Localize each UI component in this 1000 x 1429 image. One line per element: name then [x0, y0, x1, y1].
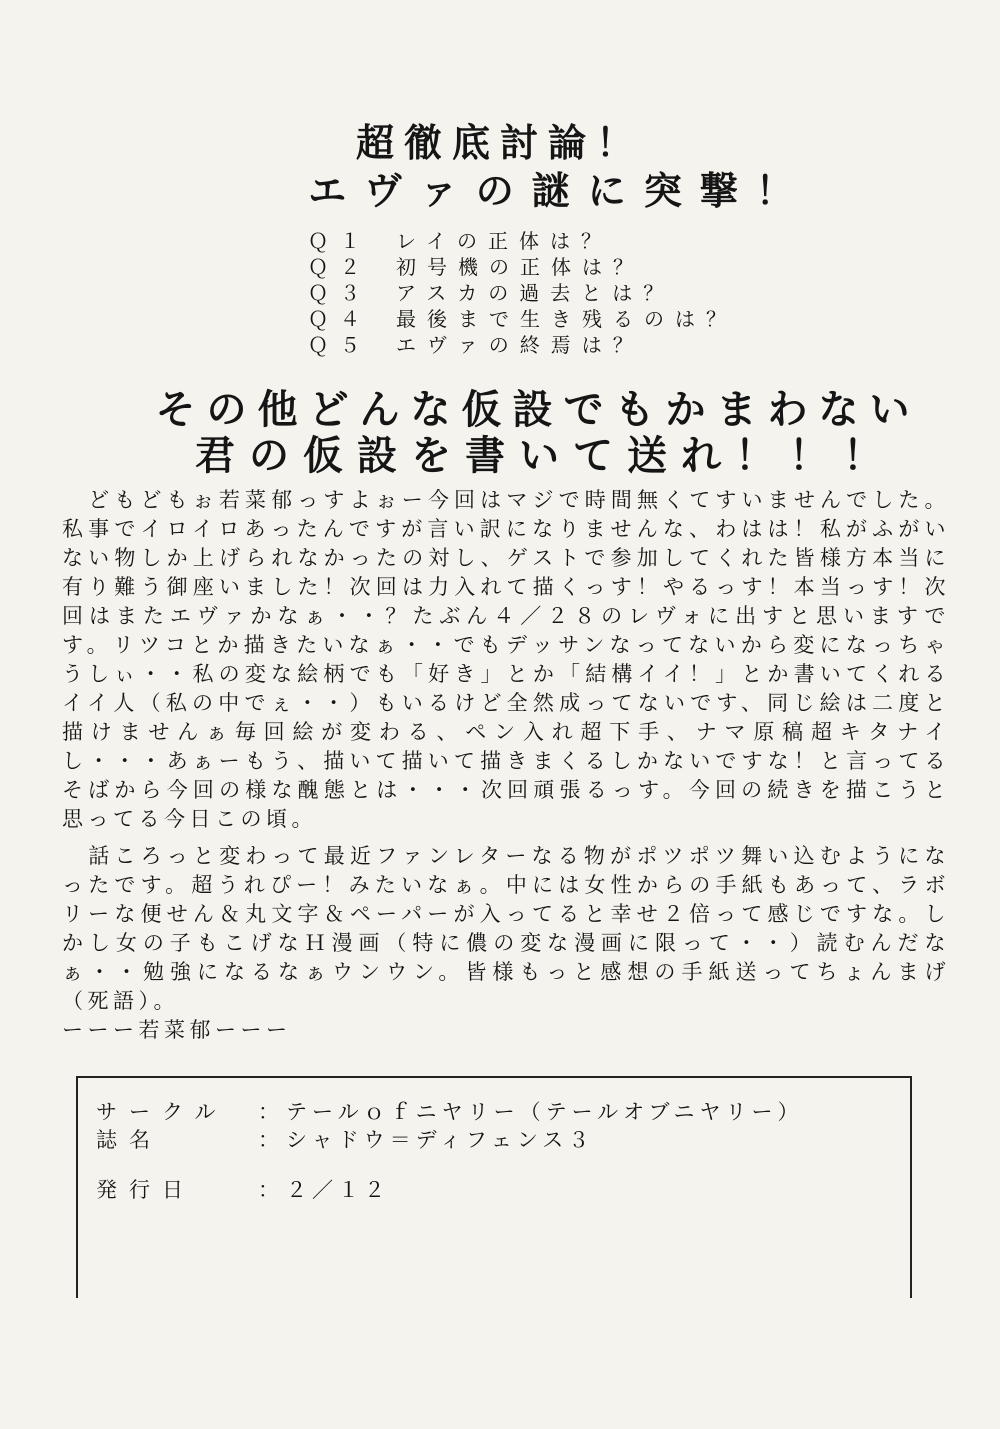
date-value: ２／１２: [286, 1178, 390, 1202]
question-text: 初号機の正体は？: [396, 255, 644, 279]
author-signature: ーーー若菜郁ーーー: [62, 1018, 292, 1042]
call-to-action-line2: 君の仮設を書いて送れ！！！: [195, 432, 897, 479]
list-item: [308, 306, 737, 332]
question-number: Ｑ４: [308, 307, 372, 331]
question-list: [308, 228, 737, 358]
colophon-box: [76, 1076, 912, 1298]
circle-row: [96, 1096, 803, 1126]
list-item: [308, 280, 737, 306]
question-number: Ｑ５: [308, 333, 372, 357]
question-text: エヴァの終焉は？: [396, 333, 644, 357]
date-row: [96, 1174, 390, 1204]
title-label: 誌名: [96, 1128, 162, 1152]
page-subtitle: エヴァの謎に突撃！: [308, 168, 812, 213]
page-title: 超徹底討論！: [355, 120, 644, 165]
question-text: 最後まで生き残るのは？: [396, 307, 737, 331]
question-number: Ｑ２: [308, 255, 372, 279]
list-item: [308, 228, 737, 254]
call-to-action-line1: その他どんな仮設でもかまわない: [155, 386, 921, 433]
question-text: レイの正体は？: [396, 229, 612, 253]
title-row: [96, 1124, 594, 1154]
question-number: Ｑ１: [308, 229, 372, 253]
list-item: [308, 332, 737, 358]
title-value: シャドウ＝ディフェンス３: [286, 1128, 595, 1152]
separator: ：: [258, 1128, 279, 1152]
separator: ：: [258, 1100, 279, 1124]
body-paragraph-2: [62, 842, 950, 1045]
circle-label: サークル: [96, 1100, 228, 1124]
body-paragraph-1: どもどもぉ若菜郁っすよぉー今回はマジで時間無くてすいませんでした。私事でイロイロあったんですが言い訳になりませんな、わはは！私がふがいない物しか上げられなかったの対し、ゲストで参加してくれた皆様方本当に有り難う御座いました！次回は力入れて描くっす！やるっす！本当っす！次回はまたエヴァかなぁ・・？たぶん４／２８のレヴォに出すと思いますです。リツコとか描きたいなぁ・・でもデッサンなってないから変になっちゃうしぃ・・私の変な絵柄でも「好き」とか「結構イイ！」とか書いてくれるイイ人（私の中でぇ・・）もいるけど全然成ってないです、同じ絵は二度と描けませんぁ毎回絵が変わる、ペン入れ超下手、ナマ原稿超キタナイし・・・あぁーもう、描いて描いて描きまくるしかないですな！と言ってるそばから今回の様な醜態とは・・・次回頑張るっす。今回の続きを描こうと思ってる今日この頃。: [62, 488, 950, 831]
list-item: [308, 254, 737, 280]
paragraph-text: 話ころっと変わって最近ファンレターなる物がポツポツ舞い込むようになったです。超うれぴー！みたいなぁ。中には女性からの手紙もあって、ラボリーな便せん＆丸文字＆ペーパーが入ってると幸せ２倍って感じですな。しかし女の子もこげなＨ漫画（特に儂の変な漫画に限って・・）読むんだなぁ・・勉強になるなぁウンウン。皆様もっと感想の手紙送ってちょんまげ（死語）。: [62, 844, 950, 1013]
circle-value: テールｏｆニヤリー（テールオブニヤリー）: [286, 1100, 804, 1124]
date-label: 発行日: [96, 1178, 195, 1202]
question-text: アスカの過去とは？: [396, 281, 675, 305]
separator: ：: [258, 1178, 279, 1202]
question-number: Ｑ３: [308, 281, 372, 305]
